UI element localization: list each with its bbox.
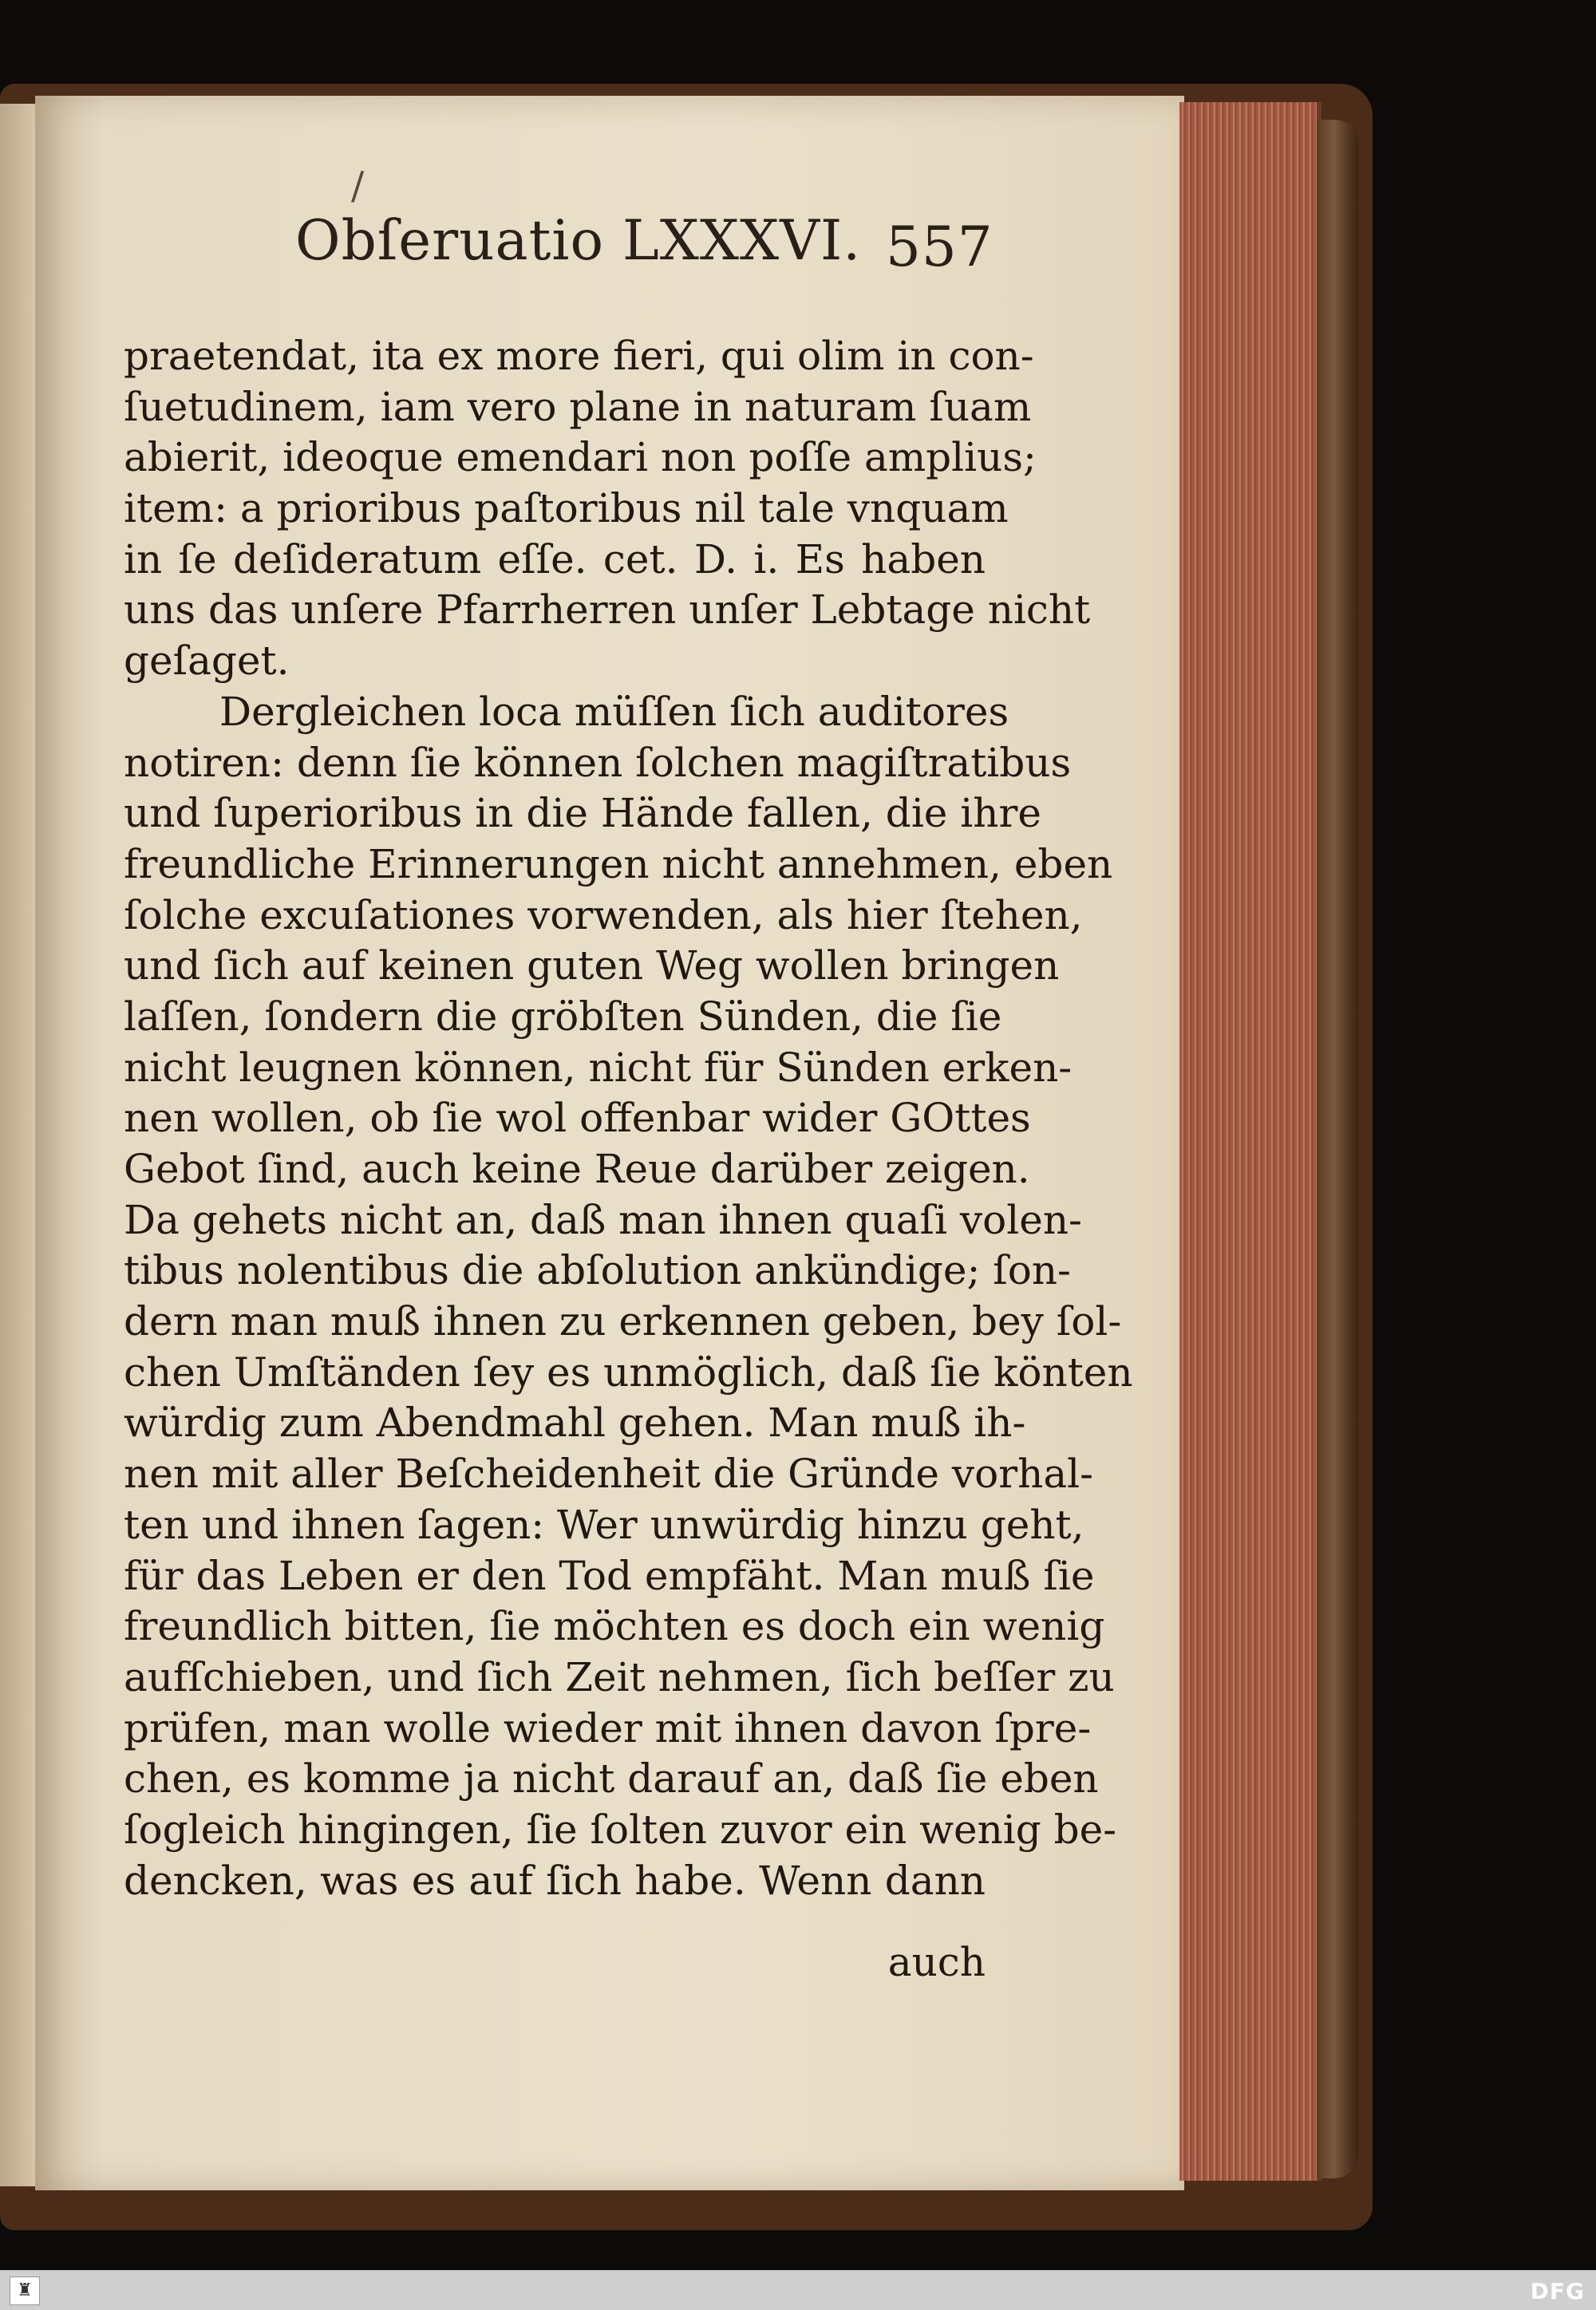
text-line: dern man muß ihnen zu erkennen geben, bey ſol- <box>124 1298 1122 1345</box>
text-line: uns das unſere Pfarrherren unſer Lebtage nicht <box>124 586 1091 634</box>
page-title: Obſeruatio LXXXVI. <box>295 209 862 273</box>
dfg-logo[interactable]: DFG <box>1530 2278 1585 2304</box>
text-line: Gebot ſind, auch keine Reue darüber zeigen. <box>124 1146 1030 1192</box>
text-line: in ſe deſideratum eſſe. cet. D. i. Es haben <box>124 535 986 582</box>
text-line: und ſuperioribus in die Hände fallen, die ihre <box>124 790 1041 837</box>
text-line: item: a prioribus paſtoribus nil tale vnquam <box>124 485 1009 532</box>
text-line: ten und ihnen ſagen: Wer unwürdig hinzu geht, <box>124 1501 1084 1548</box>
text-line: dencken, was es auf ſich habe. Wenn dann <box>124 1857 986 1904</box>
text-line: freundlich bitten, ſie möchten es doch ein wenig <box>124 1603 1105 1650</box>
running-header <box>295 209 994 289</box>
text-line: Da gehets nicht an, daß man ihnen quaſi volen- <box>124 1196 1082 1243</box>
text-line: notiren: denn ſie können ſolchen magiſtratibus <box>124 739 1072 786</box>
text-line: würdig zum Abendmahl gehen. Man muß ih- <box>124 1400 1026 1447</box>
text-line: freundliche Erinnerungen nicht annehmen, eben <box>124 840 1113 887</box>
text-line: Dergleichen loca müſſen ſich auditores <box>219 688 1009 735</box>
text-line: geſaget. <box>124 638 290 685</box>
text-line: ſolche excuſationes vorwenden, als hier ſtehen, <box>124 891 1083 938</box>
text-line: nen wollen, ob ſie wol offenbar wider GOttes <box>124 1095 1031 1142</box>
text-line: tibus nolentibus die abſolution ankündige; ſon- <box>124 1247 1071 1294</box>
text-line: prüfen, man wolle wieder mit ihnen davon ſpre- <box>124 1704 1092 1751</box>
page-number: 557 <box>886 215 994 279</box>
text-line: nen mit aller Beſcheidenheit die Gründe vorhal- <box>124 1451 1094 1498</box>
text-line: aufſchieben, und ſich Zeit nehmen, ſich beſſer zu <box>124 1653 1115 1700</box>
text-line: praetendat, ita ex more fieri, qui olim in con- <box>124 333 1034 379</box>
catchword: auch <box>887 1939 986 1985</box>
body-text <box>124 331 1133 1906</box>
text-line: chen Umſtänden ſey es unmöglich, daß ſie könten <box>124 1348 1133 1396</box>
text-line: und ſich auf keinen guten Weg wollen bringen <box>124 942 1060 989</box>
text-line: chen, es komme ja nicht darauf an, daß ſie eben <box>124 1755 1099 1803</box>
text-line: ſuetudinem, iam vero plane in naturam ſuam <box>124 383 1032 430</box>
text-line: nicht leugnen können, nicht für Sünden erken- <box>124 1044 1073 1091</box>
text-line: für das Leben er den Tod empfäht. Man muß ſie <box>124 1552 1095 1599</box>
text-line: laſſen, ſondern die gröbſten Sünden, die ſie <box>124 993 1002 1040</box>
cover-edge <box>1317 120 1358 2178</box>
viewer-footer-bar <box>0 2270 1596 2310</box>
facing-page-edge <box>0 104 38 2186</box>
library-logo-icon[interactable]: ♜ <box>10 2276 40 2305</box>
pencil-mark: / <box>351 164 365 208</box>
page-block-edge <box>1179 102 1321 2181</box>
text-line: ſogleich hingingen, ſie ſolten zuvor ein wenig be- <box>124 1806 1117 1853</box>
text-line: abierit, ideoque emendari non poſſe amplius; <box>124 434 1037 481</box>
